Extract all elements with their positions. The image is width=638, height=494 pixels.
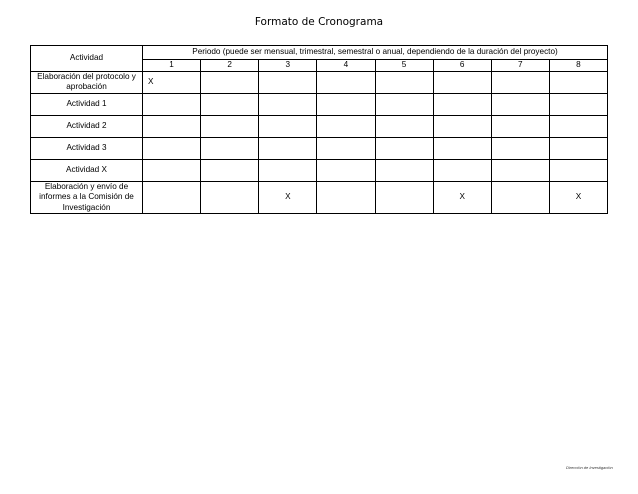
period-number: 3 xyxy=(259,60,317,72)
schedule-cell xyxy=(201,181,259,214)
schedule-cell xyxy=(259,137,317,159)
schedule-cell xyxy=(549,71,607,93)
schedule-cell xyxy=(201,93,259,115)
schedule-cell xyxy=(143,93,201,115)
schedule-cell xyxy=(433,137,491,159)
schedule-cell xyxy=(549,93,607,115)
period-number: 5 xyxy=(375,60,433,72)
schedule-cell xyxy=(201,115,259,137)
period-number: 8 xyxy=(549,60,607,72)
schedule-cell xyxy=(375,137,433,159)
schedule-cell xyxy=(549,115,607,137)
period-number: 2 xyxy=(201,60,259,72)
activity-name: Actividad 3 xyxy=(31,137,143,159)
schedule-cell xyxy=(433,115,491,137)
schedule-cell xyxy=(433,159,491,181)
activity-name: Elaboración y envío de informes a la Comisión de Investigación xyxy=(31,181,143,214)
schedule-cell xyxy=(317,137,375,159)
activity-name: Actividad 1 xyxy=(31,93,143,115)
schedule-cell: X xyxy=(143,71,201,93)
schedule-cell xyxy=(491,181,549,214)
activity-header: Actividad xyxy=(31,46,143,72)
schedule-cell xyxy=(491,137,549,159)
schedule-cell xyxy=(491,115,549,137)
page-title: Formato de Cronograma xyxy=(254,16,384,28)
schedule-cell xyxy=(259,115,317,137)
table-row xyxy=(31,71,608,93)
footer-text: Dirección de Investigación xyxy=(566,465,613,470)
schedule-cell xyxy=(317,159,375,181)
period-header: Periodo (puede ser mensual, trimestral, semestral o anual, dependiendo de la duración del proyecto) xyxy=(143,46,608,60)
schedule-cell xyxy=(375,181,433,214)
period-number: 7 xyxy=(491,60,549,72)
schedule-cell xyxy=(317,93,375,115)
schedule-cell xyxy=(259,159,317,181)
schedule-cell xyxy=(491,93,549,115)
schedule-cell xyxy=(317,181,375,214)
schedule-cell: X xyxy=(259,181,317,214)
schedule-cell: X xyxy=(433,181,491,214)
schedule-cell xyxy=(143,115,201,137)
schedule-cell xyxy=(259,93,317,115)
schedule-cell xyxy=(375,93,433,115)
schedule-cell xyxy=(317,115,375,137)
schedule-cell xyxy=(491,159,549,181)
activity-name: Actividad X xyxy=(31,159,143,181)
schedule-cell xyxy=(201,71,259,93)
schedule-cell xyxy=(143,137,201,159)
activity-name: Elaboración del protocolo y aprobación xyxy=(31,71,143,93)
schedule-cell xyxy=(375,159,433,181)
schedule-cell xyxy=(317,71,375,93)
schedule-cell xyxy=(143,159,201,181)
schedule-cell xyxy=(201,137,259,159)
schedule-cell xyxy=(375,71,433,93)
schedule-cell xyxy=(259,71,317,93)
schedule-cell xyxy=(433,71,491,93)
table-row xyxy=(31,93,608,115)
schedule-cell xyxy=(433,93,491,115)
schedule-cell xyxy=(491,71,549,93)
table-row xyxy=(31,181,608,214)
activity-name: Actividad 2 xyxy=(31,115,143,137)
table-row xyxy=(31,137,608,159)
period-number: 1 xyxy=(143,60,201,72)
table-row xyxy=(31,159,608,181)
table-row xyxy=(31,115,608,137)
header-row xyxy=(31,46,608,60)
schedule-cell xyxy=(549,159,607,181)
schedule-table xyxy=(30,45,608,214)
schedule-cell xyxy=(375,115,433,137)
schedule-cell: X xyxy=(549,181,607,214)
schedule-cell xyxy=(201,159,259,181)
schedule-cell xyxy=(549,137,607,159)
period-number: 6 xyxy=(433,60,491,72)
schedule-cell xyxy=(143,181,201,214)
period-number: 4 xyxy=(317,60,375,72)
